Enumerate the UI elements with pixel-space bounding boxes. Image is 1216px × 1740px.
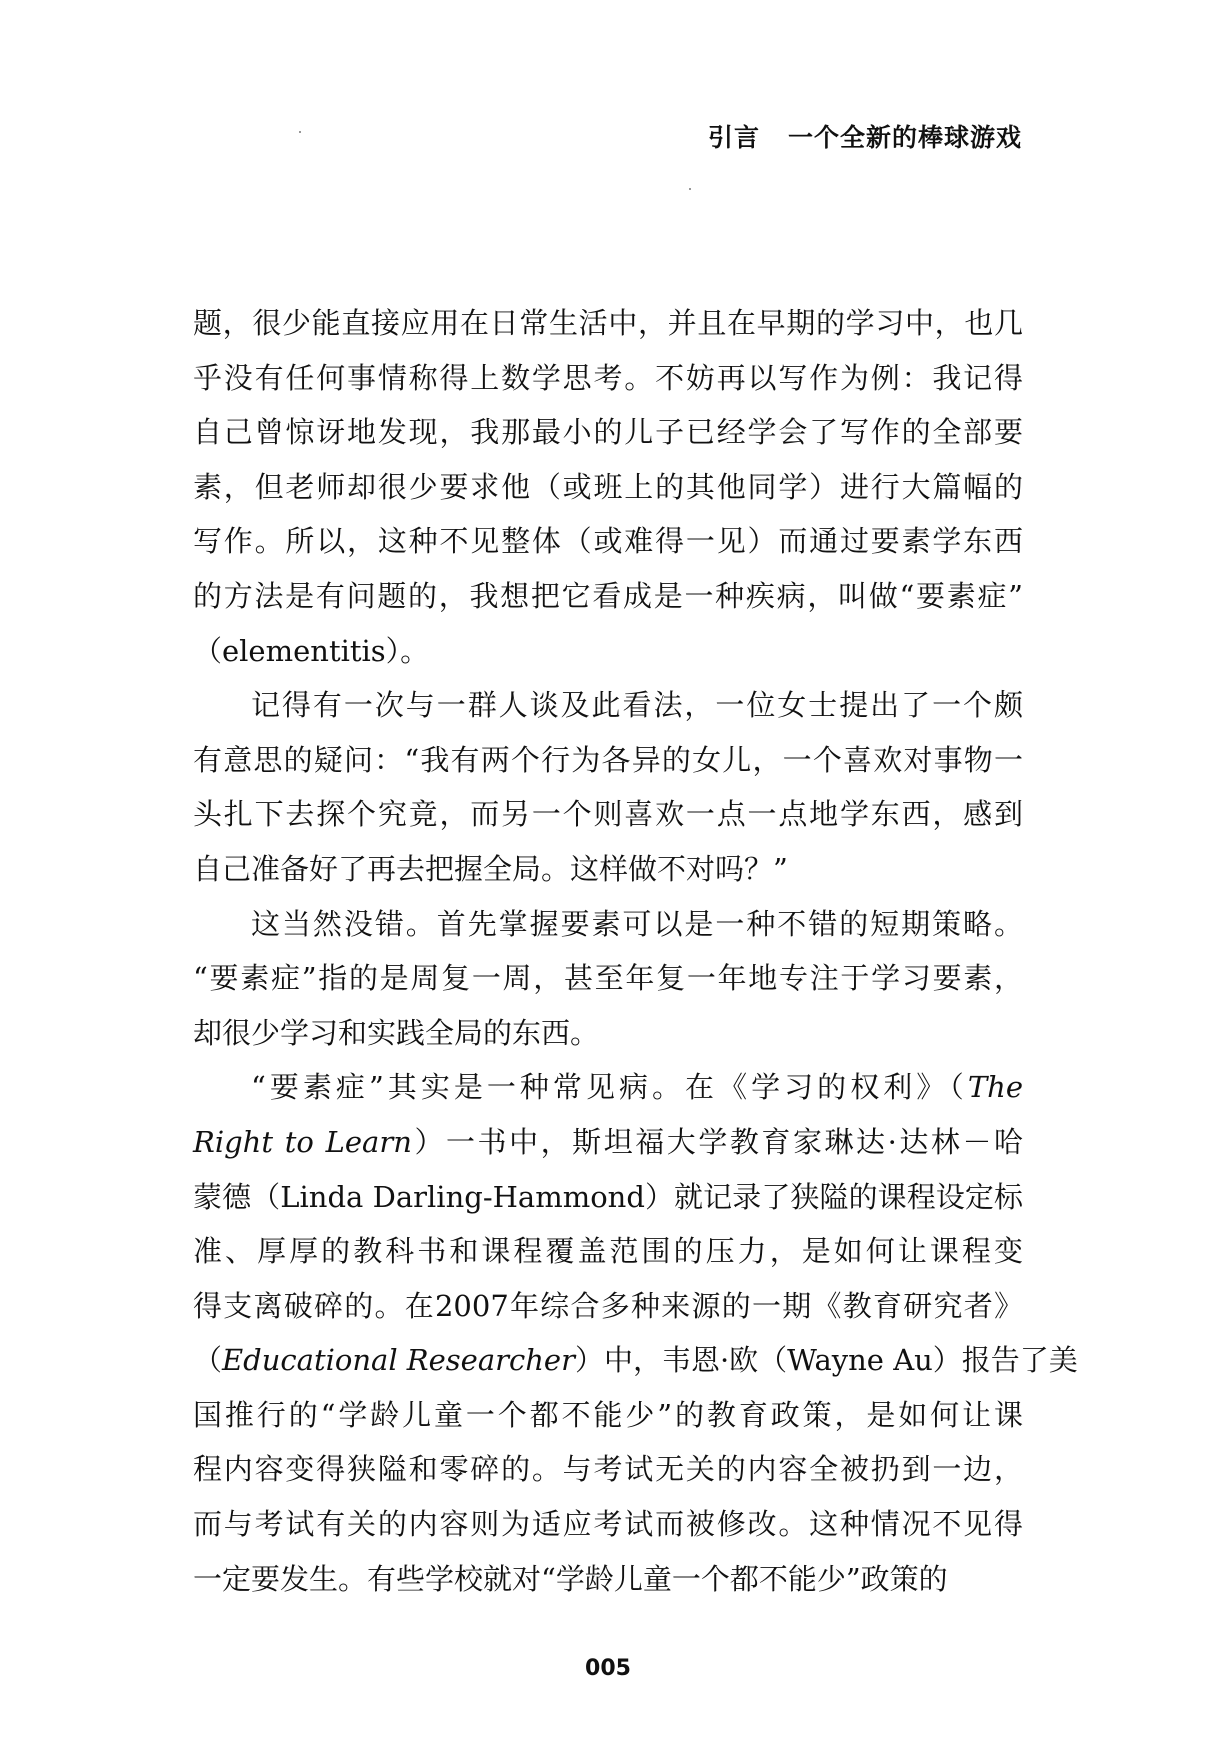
text-line: 却很少学习和实践全局的东西。 bbox=[193, 1015, 600, 1050]
text-line: 自己准备好了再去把握全局。这样做不对吗？” bbox=[193, 851, 788, 886]
text-line: 得支离破碎的。在2007年综合多种来源的一期《教育研究者》 bbox=[193, 1288, 1023, 1323]
body-text bbox=[193, 296, 1078, 1606]
text-line: 自己曾惊讶地发现，我那最小的儿子已经学会了写作的全部要 bbox=[193, 415, 1023, 450]
paragraph bbox=[193, 296, 1023, 678]
text-line: 记得有一次与一群人谈及此看法，一位女士提出了一个颇 bbox=[251, 688, 1023, 723]
text-line: （Educational Researcher）中，韦恩·欧（Wayne Au）报告了美 bbox=[193, 1343, 1078, 1378]
paragraph bbox=[193, 678, 1023, 896]
running-header bbox=[708, 118, 1022, 154]
text-line: 这当然没错。首先掌握要素可以是一种不错的短期策略。 bbox=[251, 906, 1023, 941]
paragraph bbox=[193, 897, 1023, 1061]
text-line: 素，但老师却很少要求他（或班上的其他同学）进行大篇幅的 bbox=[193, 469, 1023, 504]
text-line: “要素症”指的是周复一周，甚至年复一年地专注于学习要素， bbox=[193, 961, 1023, 996]
text-line: 题，很少能直接应用在日常生活中，并且在早期的学习中，也几 bbox=[193, 306, 1023, 340]
text-line: 准、厚厚的教科书和课程覆盖范围的压力，是如何让课程变 bbox=[193, 1234, 1023, 1269]
chapter-label: 引言 bbox=[707, 123, 760, 152]
text-line: （elementitis）。 bbox=[193, 633, 430, 668]
text-line: 的方法是有问题的，我想把它看成是一种疾病，叫做“要素症” bbox=[193, 578, 1023, 613]
text-line: 一定要发生。有些学校就对“学龄儿童一个都不能少”政策的 bbox=[193, 1561, 948, 1596]
text-line: 乎没有任何事情称得上数学思考。不妨再以写作为例：我记得 bbox=[193, 360, 1023, 395]
paragraph bbox=[193, 1060, 1078, 1606]
text-line: 国推行的“学龄儿童一个都不能少”的教育政策，是如何让课 bbox=[193, 1397, 1023, 1432]
text-line: 有意思的疑问：“我有两个行为各异的女儿，一个喜欢对事物一 bbox=[193, 742, 1023, 777]
text-line: 写作。所以，这种不见整体（或难得一见）而通过要素学东西 bbox=[193, 524, 1023, 559]
scan-speck bbox=[689, 188, 691, 190]
text-line: 程内容变得狭隘和零碎的。与考试无关的内容全被扔到一边， bbox=[193, 1452, 1023, 1487]
page-number: 005 bbox=[585, 1656, 631, 1681]
scan-speck bbox=[299, 131, 301, 133]
text-line: Right to Learn）一书中，斯坦福大学教育家琳达·达林－哈 bbox=[193, 1124, 1023, 1159]
chapter-title: 一个全新的棒球游戏 bbox=[787, 123, 1022, 152]
text-line: “要素症”其实是一种常见病。在《学习的权利》（The bbox=[251, 1070, 1023, 1105]
text-line: 头扎下去探个究竟，而另一个则喜欢一点一点地学东西，感到 bbox=[193, 797, 1023, 832]
text-line: 而与考试有关的内容则为适应考试而被修改。这种情况不见得 bbox=[193, 1507, 1023, 1542]
text-line: 蒙德（Linda Darling-Hammond）就记录了狭隘的课程设定标 bbox=[193, 1179, 1023, 1214]
